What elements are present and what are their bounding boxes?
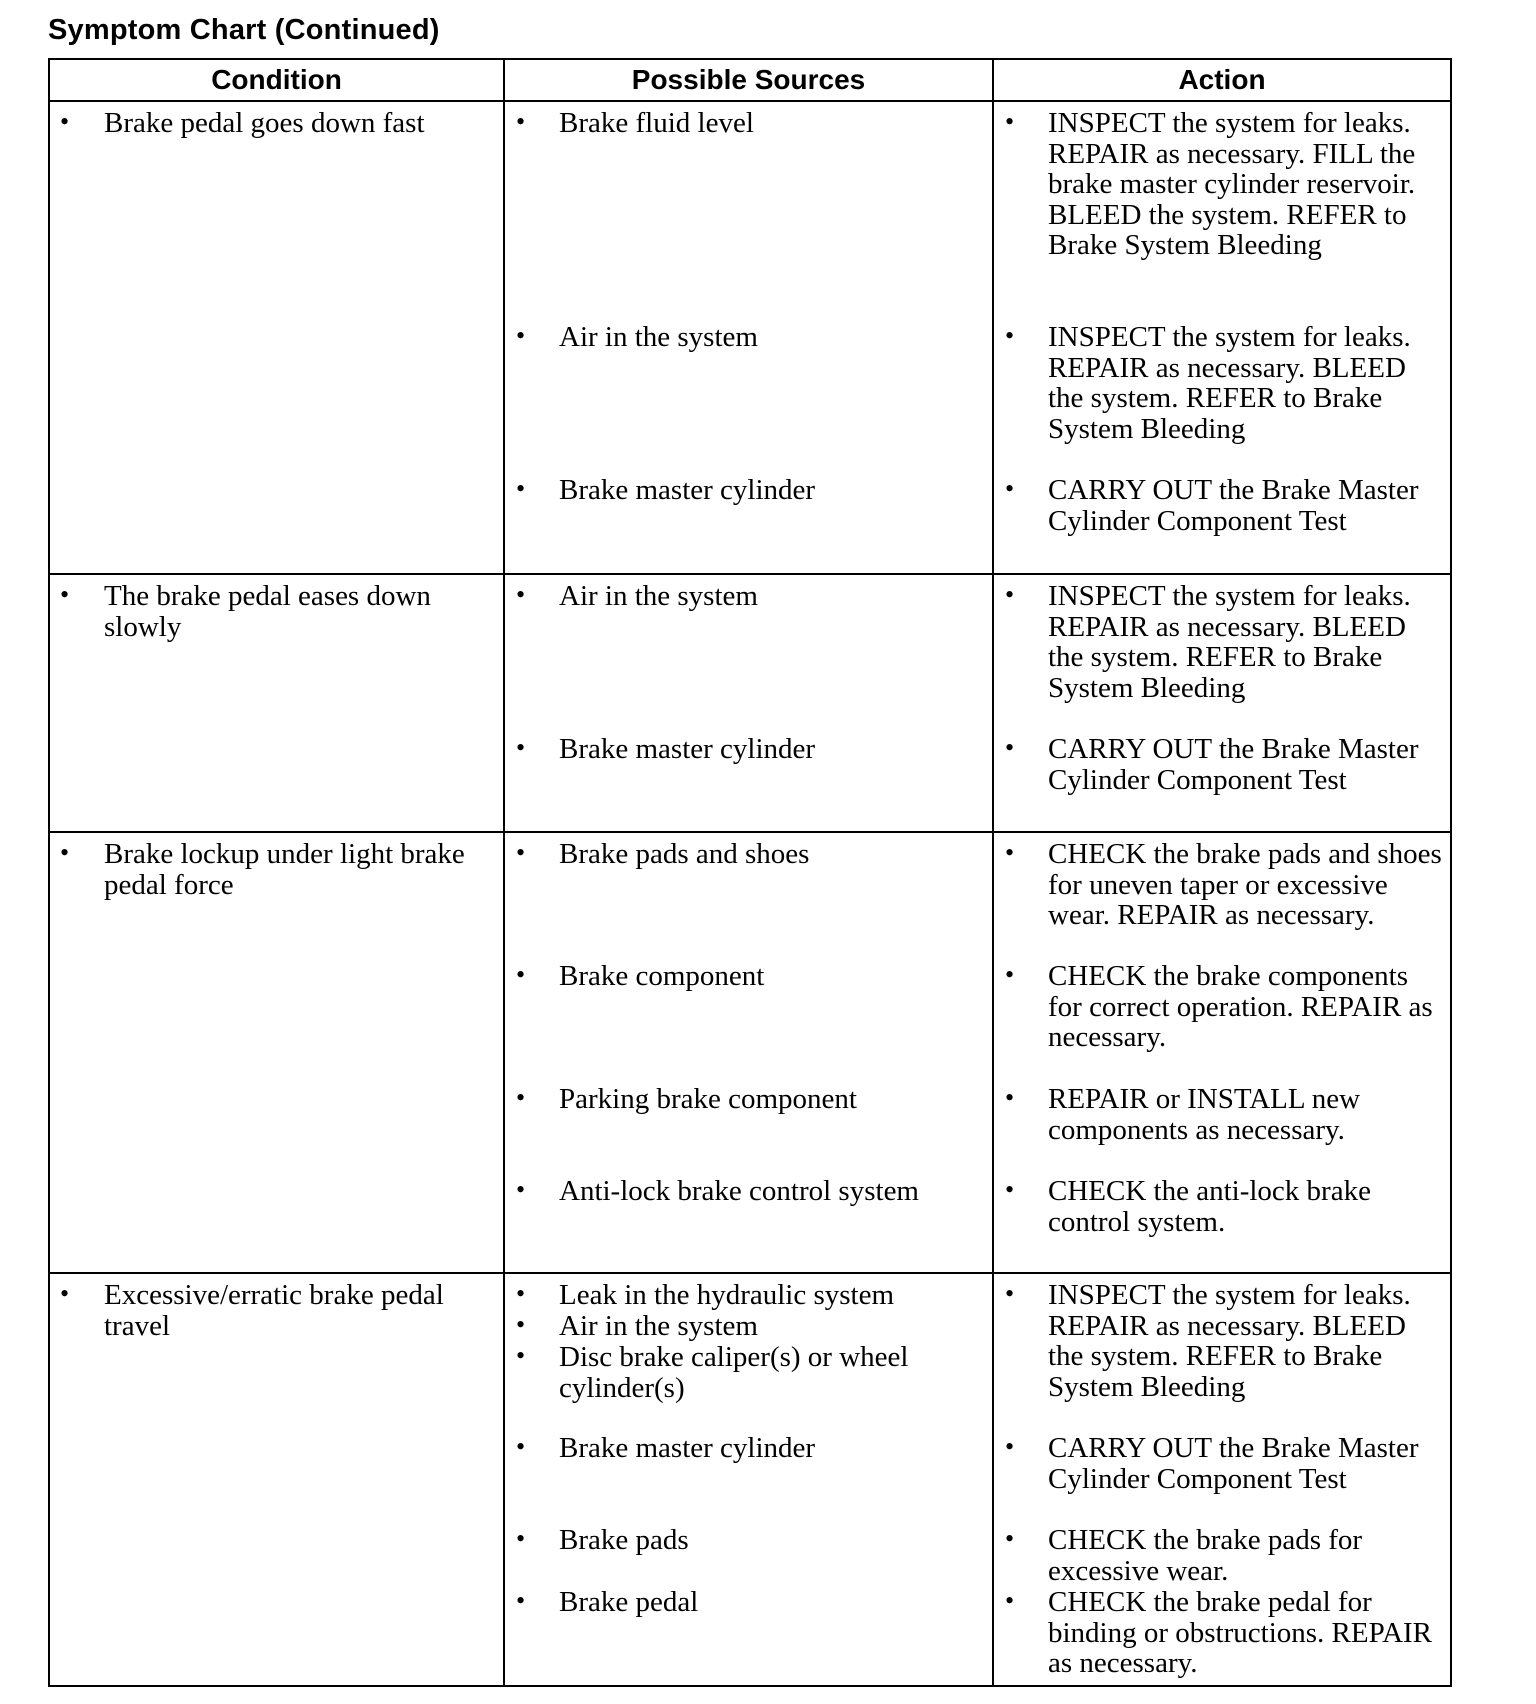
sources-cell: [504, 574, 993, 832]
bullet-icon: •: [1005, 107, 1015, 136]
bullet-icon: •: [516, 1524, 526, 1553]
condition-text: Excessive/erratic brake pedal travel: [104, 1279, 444, 1342]
source-text: Air in the system: [559, 1310, 758, 1342]
source-text: Brake pedal: [559, 1586, 699, 1618]
bullet-icon: •: [60, 580, 70, 609]
bullet-icon: •: [1005, 1586, 1015, 1615]
action-text: CARRY OUT the Brake Master Cylinder Component Test: [1048, 474, 1419, 537]
bullet-icon: •: [1005, 580, 1015, 609]
bullet-icon: •: [516, 1175, 526, 1204]
bullet-icon: •: [516, 1341, 526, 1370]
bullet-icon: •: [516, 107, 526, 136]
condition-cell: [49, 101, 504, 574]
source-text: Brake pads and shoes: [559, 838, 810, 870]
action-text: INSPECT the system for leaks. REPAIR as necessary. BLEED the system. REFER to Brake System Bleeding: [1048, 1279, 1411, 1403]
page-title: Symptom Chart (Continued): [48, 14, 440, 46]
source-text: Brake fluid level: [559, 107, 754, 139]
bullet-icon: •: [516, 1586, 526, 1615]
source-text: Brake pads: [559, 1524, 689, 1556]
action-cell: [993, 1273, 1451, 1686]
condition-cell: [49, 574, 504, 832]
bullet-icon: •: [516, 1432, 526, 1461]
column-header-possible-sources: Possible Sources: [504, 59, 993, 101]
bullet-icon: •: [516, 580, 526, 609]
bullet-icon: •: [1005, 1279, 1015, 1308]
bullet-icon: •: [516, 1083, 526, 1112]
action-text: CHECK the brake pedal for binding or obstructions. REPAIR as necessary.: [1048, 1586, 1433, 1680]
bullet-icon: •: [516, 1310, 526, 1339]
bullet-icon: •: [516, 733, 526, 762]
sources-cell: [504, 1273, 993, 1686]
action-text: REPAIR or INSTALL new components as necessary.: [1048, 1083, 1361, 1146]
column-header-condition: Condition: [49, 59, 504, 101]
bullet-icon: •: [1005, 321, 1015, 350]
bullet-icon: •: [1005, 1175, 1015, 1204]
action-text: INSPECT the system for leaks. REPAIR as necessary. FILL the brake master cylinder reservoir. BLEED the system. REFER to Brake System Bleeding: [1048, 107, 1416, 262]
sources-cell: [504, 832, 993, 1273]
action-cell: [993, 832, 1451, 1273]
bullet-icon: •: [1005, 733, 1015, 762]
symptom-chart-table: [48, 58, 1452, 1687]
action-text: INSPECT the system for leaks. REPAIR as necessary. BLEED the system. REFER to Brake System Bleeding: [1048, 321, 1411, 445]
source-text: Brake master cylinder: [559, 474, 816, 506]
condition-cell: [49, 832, 504, 1273]
table-row: [49, 1273, 1451, 1686]
bullet-icon: •: [1005, 960, 1015, 989]
condition-text: Brake pedal goes down fast: [104, 107, 425, 139]
sources-cell: [504, 101, 993, 574]
bullet-icon: •: [516, 838, 526, 867]
action-text: CHECK the brake components for correct operation. REPAIR as necessary.: [1048, 960, 1433, 1054]
condition-text: Brake lockup under light brake pedal force: [104, 838, 465, 901]
bullet-icon: •: [516, 1279, 526, 1308]
action-text: CHECK the anti-lock brake control system.: [1048, 1175, 1371, 1238]
table-row: [49, 101, 1451, 574]
bullet-icon: •: [1005, 1083, 1015, 1112]
action-text: CARRY OUT the Brake Master Cylinder Component Test: [1048, 733, 1419, 796]
source-text: Leak in the hydraulic system: [559, 1279, 895, 1311]
action-text: CHECK the brake pads and shoes for uneven taper or excessive wear. REPAIR as necessary.: [1048, 838, 1442, 932]
condition-cell: [49, 1273, 504, 1686]
bullet-icon: •: [1005, 838, 1015, 867]
source-text: Brake component: [559, 960, 765, 992]
bullet-icon: •: [1005, 1524, 1015, 1553]
bullet-icon: •: [516, 474, 526, 503]
column-header-action: Action: [993, 59, 1451, 101]
header-row: [49, 59, 1451, 101]
bullet-icon: •: [1005, 474, 1015, 503]
action-cell: [993, 574, 1451, 832]
table-row: [49, 832, 1451, 1273]
source-text: Air in the system: [559, 321, 758, 353]
source-text: Disc brake caliper(s) or wheel cylinder(s): [559, 1341, 909, 1404]
source-text: Air in the system: [559, 580, 758, 612]
action-text: INSPECT the system for leaks. REPAIR as necessary. BLEED the system. REFER to Brake System Bleeding: [1048, 580, 1411, 704]
source-text: Anti-lock brake control system: [559, 1175, 919, 1207]
source-text: Parking brake component: [559, 1083, 857, 1115]
action-cell: [993, 101, 1451, 574]
bullet-icon: •: [60, 1279, 70, 1308]
bullet-icon: •: [60, 838, 70, 867]
bullet-icon: •: [516, 960, 526, 989]
action-text: CHECK the brake pads for excessive wear.: [1048, 1524, 1363, 1587]
source-text: Brake master cylinder: [559, 1432, 816, 1464]
bullet-icon: •: [60, 107, 70, 136]
action-text: CARRY OUT the Brake Master Cylinder Component Test: [1048, 1432, 1419, 1495]
table-row: [49, 574, 1451, 832]
bullet-icon: •: [516, 321, 526, 350]
condition-text: The brake pedal eases down slowly: [104, 580, 431, 643]
source-text: Brake master cylinder: [559, 733, 816, 765]
bullet-icon: •: [1005, 1432, 1015, 1461]
